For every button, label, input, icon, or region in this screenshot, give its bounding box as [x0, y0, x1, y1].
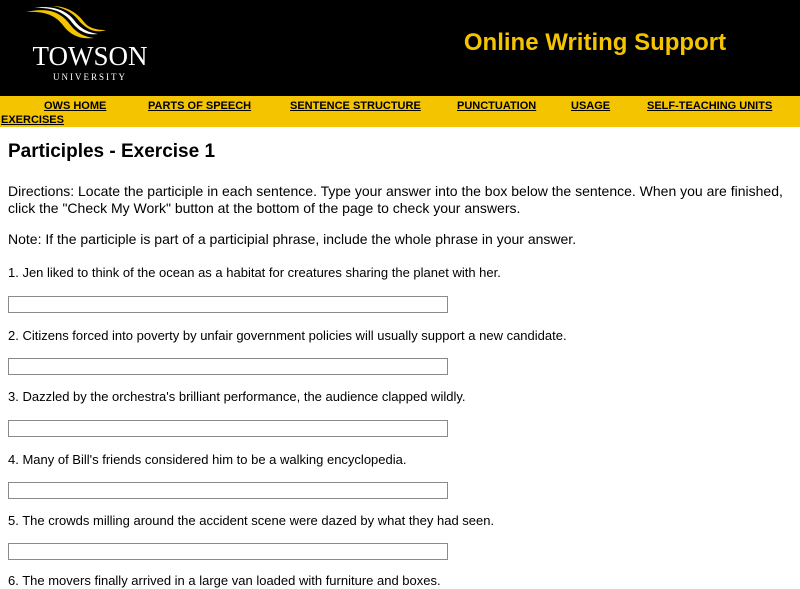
answer-input-4[interactable]	[8, 482, 448, 499]
nav-parts-of-speech[interactable]: PARTS OF SPEECH	[148, 100, 252, 112]
logo-subtitle: UNIVERSITY	[53, 72, 127, 82]
nav-ows-home[interactable]: OWS HOME	[44, 100, 107, 112]
question-4: 4. Many of Bill's friends considered him to be a walking encyclopedia.	[8, 452, 407, 467]
main-nav	[0, 96, 800, 127]
answer-input-2[interactable]	[8, 358, 448, 375]
note-text: Note: If the participle is part of a participial phrase, include the whole phrase in your answer.	[8, 231, 577, 247]
question-6: 6. The movers finally arrived in a large van loaded with furniture and boxes.	[8, 573, 441, 588]
question-3: 3. Dazzled by the orchestra's brilliant performance, the audience clapped wildly.	[8, 389, 466, 404]
logo-name: TOWSON	[32, 41, 148, 71]
site-header	[0, 0, 800, 96]
nav-punctuation[interactable]: PUNCTUATION	[457, 100, 537, 112]
towson-logo[interactable]	[24, 6, 148, 80]
nav-exercises[interactable]: EXERCISES	[1, 114, 64, 126]
main-content	[8, 141, 798, 588]
site-title: Online Writing Support	[463, 29, 727, 56]
nav-sentence-structure[interactable]: SENTENCE STRUCTURE	[290, 100, 421, 112]
answer-input-3[interactable]	[8, 420, 448, 437]
answer-input-1[interactable]	[8, 296, 448, 313]
answer-input-5[interactable]	[8, 543, 448, 560]
page-title: Participles - Exercise 1	[8, 141, 216, 162]
directions-text: Directions: Locate the participle in each sentence. Type your answer into the box below the sentence. When you are finished, click the "Check My Work" button at the bottom of the page to check your answers.	[8, 183, 783, 216]
nav-self-teaching-units[interactable]: SELF-TEACHING UNITS	[647, 100, 773, 112]
tiger-stripe-icon	[24, 6, 148, 46]
question-2: 2. Citizens forced into poverty by unfair government policies will usually support a new candidate.	[8, 328, 567, 343]
question-5: 5. The crowds milling around the accident scene were dazed by what they had seen.	[8, 513, 495, 528]
nav-usage[interactable]: USAGE	[571, 100, 611, 112]
question-1: 1. Jen liked to think of the ocean as a habitat for creatures sharing the planet with her.	[8, 265, 501, 280]
